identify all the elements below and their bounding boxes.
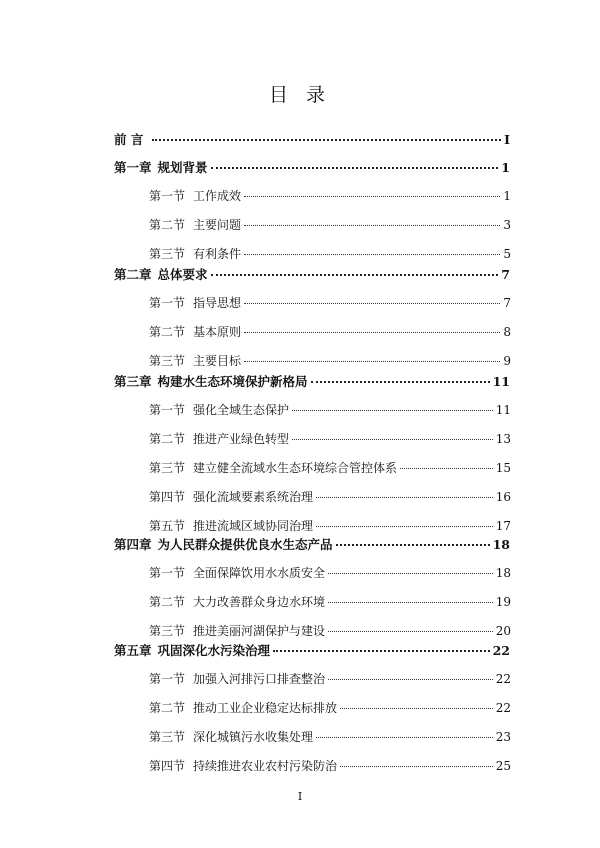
- toc-chapter-number: 第四章: [114, 537, 152, 552]
- toc-title: 总体要求: [157, 267, 208, 282]
- toc-page-number: 22: [492, 643, 510, 658]
- toc-leader-dots: [292, 439, 493, 440]
- toc-title: 强化流域要素系统治理: [193, 490, 314, 504]
- toc-page-number: 11: [495, 403, 511, 417]
- toc-title: 深化城镇污水收集处理: [193, 730, 314, 744]
- toc-title: 推进流域区域协同治理: [193, 519, 314, 533]
- toc-leader-dots: [244, 303, 500, 304]
- toc-page-number: 9: [503, 354, 511, 368]
- toc-section-number: 第三节: [149, 461, 186, 475]
- toc-entry[interactable]: [149, 187, 511, 207]
- toc-section-number: 第二节: [149, 325, 186, 339]
- toc-entry[interactable]: [149, 728, 511, 748]
- toc-title: 主要问题: [193, 218, 242, 232]
- toc-section-number: 第一节: [149, 189, 186, 203]
- toc-leader-dots: [211, 274, 499, 276]
- toc-page-number: 3: [503, 218, 511, 232]
- toc-leader-dots: [152, 139, 501, 141]
- toc-entry[interactable]: [149, 401, 511, 421]
- toc-section-number: 第三节: [149, 624, 186, 638]
- toc-leader-dots: [292, 410, 493, 411]
- toc-leader-dots: [211, 167, 499, 169]
- toc-title: 有利条件: [193, 247, 242, 261]
- toc-leader-dots: [328, 631, 493, 632]
- toc-section-number: 第四节: [149, 490, 186, 504]
- toc-page-number: 16: [495, 490, 511, 504]
- toc-section-number: 第三节: [149, 730, 186, 744]
- toc-section-number: 第二节: [149, 595, 186, 609]
- toc-entry[interactable]: [114, 641, 510, 661]
- toc-title: 建立健全流域水生态环境综合管控体系: [193, 461, 398, 475]
- toc-page-number: 5: [503, 247, 511, 261]
- toc-entry[interactable]: [114, 535, 510, 555]
- toc-title: 推进产业绿色转型: [193, 432, 290, 446]
- toc-leader-dots: [244, 254, 500, 255]
- toc-entry[interactable]: [149, 517, 511, 537]
- toc-section-number: 第五节: [149, 519, 186, 533]
- toc-page-number: 15: [495, 461, 511, 475]
- toc-page-number: 1: [503, 189, 511, 203]
- toc-title: 推进美丽河湖保护与建设: [193, 624, 326, 638]
- toc-page-number: 22: [495, 672, 511, 686]
- toc-entry[interactable]: [149, 593, 511, 613]
- toc-entry[interactable]: [114, 130, 510, 150]
- toc-entry[interactable]: [149, 564, 511, 584]
- toc-leader-dots: [340, 708, 493, 709]
- toc-title: 全面保障饮用水水质安全: [193, 566, 326, 580]
- toc-section-number: 第一节: [149, 296, 186, 310]
- toc-chapter-number: 第一章: [114, 160, 152, 175]
- toc-entry[interactable]: [149, 699, 511, 719]
- toc-title: 基本原则: [193, 325, 242, 339]
- toc-title: 为人民群众提供优良水生态产品: [157, 537, 333, 552]
- toc-chapter-number: 第二章: [114, 267, 152, 282]
- toc-section-number: 第二节: [149, 432, 186, 446]
- toc-entry[interactable]: [114, 372, 510, 392]
- toc-entry[interactable]: [149, 245, 511, 265]
- toc-leader-dots: [328, 679, 493, 680]
- toc-section-number: 第四节: [149, 759, 186, 773]
- toc-leader-dots: [273, 650, 490, 652]
- toc-title: 加强入河排污口排查整治: [193, 672, 326, 686]
- toc-page-number: 18: [492, 537, 510, 552]
- toc-section-number: 第一节: [149, 566, 186, 580]
- toc-section-number: 第二节: [149, 218, 186, 232]
- toc-leader-dots: [328, 573, 493, 574]
- toc-leader-dots: [316, 737, 493, 738]
- toc-leader-dots: [340, 766, 493, 767]
- toc-entry[interactable]: [149, 352, 511, 372]
- toc-entry[interactable]: [149, 216, 511, 236]
- toc-page-number: I: [504, 132, 510, 147]
- toc-title: 大力改善群众身边水环境: [193, 595, 326, 609]
- toc-entry[interactable]: [149, 670, 511, 690]
- toc-entry[interactable]: [149, 294, 511, 314]
- toc-entry[interactable]: [114, 158, 510, 178]
- toc-leader-dots: [244, 332, 500, 333]
- toc-chapter-number: 第五章: [114, 643, 152, 658]
- toc-page-number: 18: [495, 566, 511, 580]
- toc-section-number: 第一节: [149, 403, 186, 417]
- toc-entry[interactable]: [149, 488, 511, 508]
- toc-title: 强化全域生态保护: [193, 403, 290, 417]
- toc-title: 主要目标: [193, 354, 242, 368]
- toc-leader-dots: [244, 225, 500, 226]
- toc-chapter-number: 前 言: [114, 132, 144, 147]
- toc-page-number: 13: [495, 432, 511, 446]
- toc-title: 指导思想: [193, 296, 242, 310]
- toc-title: 巩固深化水污染治理: [157, 643, 271, 658]
- toc-page-number: 8: [503, 325, 511, 339]
- page-title: 目 录: [268, 84, 332, 106]
- toc-entry[interactable]: [149, 323, 511, 343]
- toc-page-number: 23: [495, 730, 511, 744]
- toc-chapter-number: 第三章: [114, 374, 152, 389]
- toc-page-number: 7: [503, 296, 511, 310]
- toc-page-number: 19: [495, 595, 511, 609]
- toc-title: 构建水生态环境保护新格局: [157, 374, 308, 389]
- toc-leader-dots: [244, 361, 500, 362]
- toc-leader-dots: [244, 196, 500, 197]
- toc-entry[interactable]: [149, 459, 511, 479]
- toc-entry[interactable]: [149, 622, 511, 642]
- toc-entry[interactable]: [149, 757, 511, 777]
- toc-title: 推动工业企业稳定达标排放: [193, 701, 338, 715]
- toc-title: 规划背景: [157, 160, 208, 175]
- toc-page-number: 17: [495, 519, 511, 533]
- toc-entry[interactable]: [114, 265, 510, 285]
- toc-leader-dots: [400, 468, 493, 469]
- toc-page-number: 22: [495, 701, 511, 715]
- toc-page-number: 20: [495, 624, 511, 638]
- toc-leader-dots: [328, 602, 493, 603]
- toc-page-number: 25: [495, 759, 511, 773]
- toc-section-number: 第三节: [149, 354, 186, 368]
- toc-section-number: 第一节: [149, 672, 186, 686]
- toc-title: 持续推进农业农村污染防治: [193, 759, 338, 773]
- toc-leader-dots: [336, 544, 490, 546]
- toc-leader-dots: [316, 497, 493, 498]
- toc-section-number: 第二节: [149, 701, 186, 715]
- toc-section-number: 第三节: [149, 247, 186, 261]
- toc-page-number: 11: [492, 374, 510, 389]
- page-footer-number: I: [297, 790, 303, 803]
- toc-page-number: 1: [501, 160, 510, 175]
- toc-page-number: 7: [501, 267, 510, 282]
- toc-leader-dots: [311, 381, 490, 383]
- toc-entry[interactable]: [149, 430, 511, 450]
- toc-title: 工作成效: [193, 189, 242, 203]
- toc-leader-dots: [316, 526, 493, 527]
